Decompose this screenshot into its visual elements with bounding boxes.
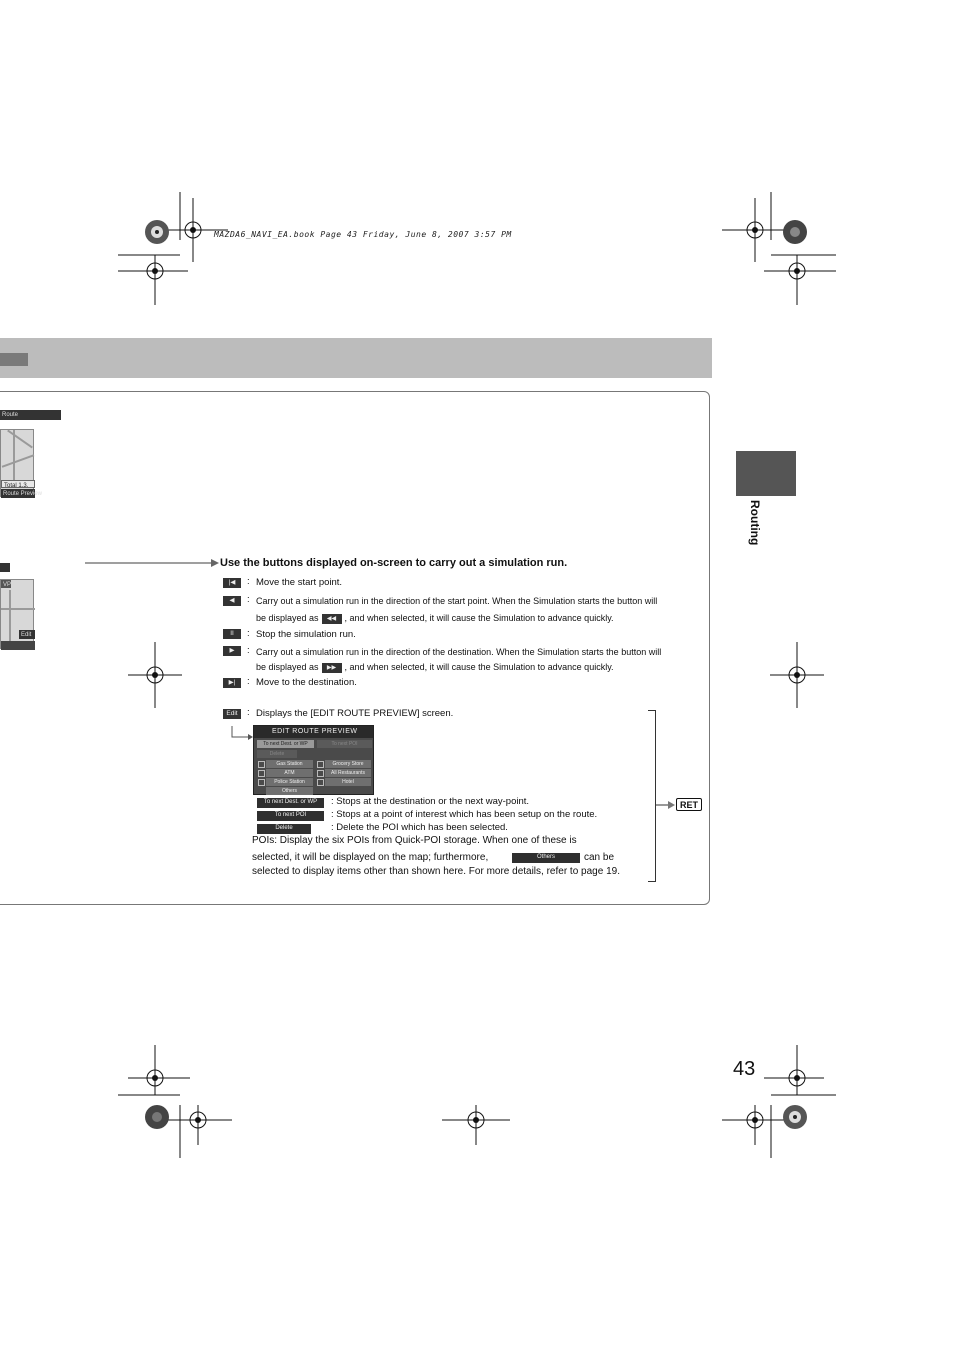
sim-controls-strip[interactable] — [1, 641, 35, 650]
item-play-text: Carry out a simulation run in the direction of the destination. When the Simulation starts the button will — [256, 647, 662, 657]
item-end-text: Move to the destination. — [256, 677, 357, 688]
to-next-dest-key[interactable]: To next Dest. or WP — [257, 798, 324, 808]
delete-key[interactable]: Delete — [257, 824, 311, 834]
page-number: 43 — [733, 1058, 756, 1080]
item-reverse-text: Carry out a simulation run in the direction of the start point. When the Simulation starts the button will — [256, 596, 658, 606]
pois-line-3: selected to display items other than shown here. For more details, refer to page 19. — [252, 866, 620, 877]
fast-reverse-icon: ◀◀ — [322, 614, 342, 624]
route-preview-label[interactable]: Route Preview — [3, 491, 43, 497]
skip-to-end-icon[interactable]: ▶| — [223, 678, 241, 688]
section-header-tab — [0, 353, 28, 366]
skip-to-start-icon[interactable]: |◀ — [223, 578, 241, 588]
simulation-map-thumbnail — [0, 579, 34, 649]
to-next-poi-tab[interactable]: To next POI — [317, 740, 372, 748]
grocery-store-button[interactable]: Grocery Store — [325, 760, 371, 768]
to-next-poi-text: : Stops at a point of interest which has been setup on the route. — [331, 809, 598, 820]
all-restaurants-button[interactable]: All Restaurants — [325, 769, 371, 777]
vp-corner-label: VP — [3, 582, 12, 588]
pois-line-2: selected, it will be displayed on the map; furthermore, — [252, 852, 489, 863]
fast-forward-icon: ▶▶ — [322, 663, 342, 673]
edit-bracket — [648, 710, 656, 882]
chapter-tab — [736, 451, 796, 496]
item-start-text: Move the start point. — [256, 577, 343, 588]
others-screen-button[interactable]: Others — [266, 787, 313, 795]
edit-screen-title: EDIT ROUTE PREVIEW — [254, 726, 373, 738]
edit-connector — [228, 726, 254, 742]
item-pause-text: Stop the simulation run. — [256, 629, 356, 640]
edit-key[interactable]: Edit — [223, 709, 241, 719]
delete-screen-button[interactable]: Delete — [257, 750, 297, 758]
route-map-thumbnail — [0, 429, 43, 497]
section-heading: Use the buttons displayed on-screen to carry out a simulation run. — [220, 557, 568, 569]
chapter-label: Routing — [748, 500, 762, 546]
to-next-poi-key[interactable]: To next POI — [257, 811, 324, 821]
police-station-button[interactable]: Police Station — [266, 778, 313, 786]
ret-key[interactable]: RET — [676, 798, 702, 811]
section-header-band — [0, 338, 712, 378]
atm-button[interactable]: ATM — [266, 769, 313, 777]
play-icon[interactable]: ▶ — [223, 646, 241, 656]
pause-icon[interactable]: II — [223, 629, 241, 639]
route-screen-bar: Route — [0, 410, 61, 420]
edit-text: Displays the [EDIT ROUTE PREVIEW] screen. — [256, 708, 454, 719]
item-play-text-2: be displayed as ▶▶ , and when selected, it will cause the Simulation to advance quickly. — [256, 662, 614, 672]
ret-arrow — [656, 800, 676, 810]
gas-station-button[interactable]: Gas Station — [266, 760, 313, 768]
to-next-dest-text: : Stops at the destination or the next way-point. — [331, 796, 530, 807]
pois-line-1: POIs: Display the six POIs from Quick-POI storage. When one of these is — [252, 835, 577, 846]
others-key[interactable]: Others — [512, 853, 580, 863]
reverse-play-icon[interactable]: ◀ — [223, 596, 241, 606]
delete-text: : Delete the POI which has been selected. — [331, 822, 508, 833]
item-reverse-text-2: be displayed as ◀◀ , and when selected, it will cause the Simulation to advance quickly. — [256, 613, 614, 623]
hotel-button[interactable]: Hotel — [325, 778, 371, 786]
route-total-label: Total 1.3. — [1, 480, 35, 488]
file-header-line: MAZDA6_NAVI_EA.book Page 43 Friday, June 8, 2007 3:57 PM — [214, 230, 512, 239]
pois-line-2b: can be — [584, 852, 615, 863]
pointer-arrow — [85, 558, 220, 568]
play-small-icon — [0, 563, 10, 572]
to-next-dest-tab[interactable]: To next Dest. or WP — [257, 740, 314, 748]
edit-route-preview-screen — [253, 725, 374, 795]
edit-small-button[interactable]: Edit — [19, 630, 35, 639]
